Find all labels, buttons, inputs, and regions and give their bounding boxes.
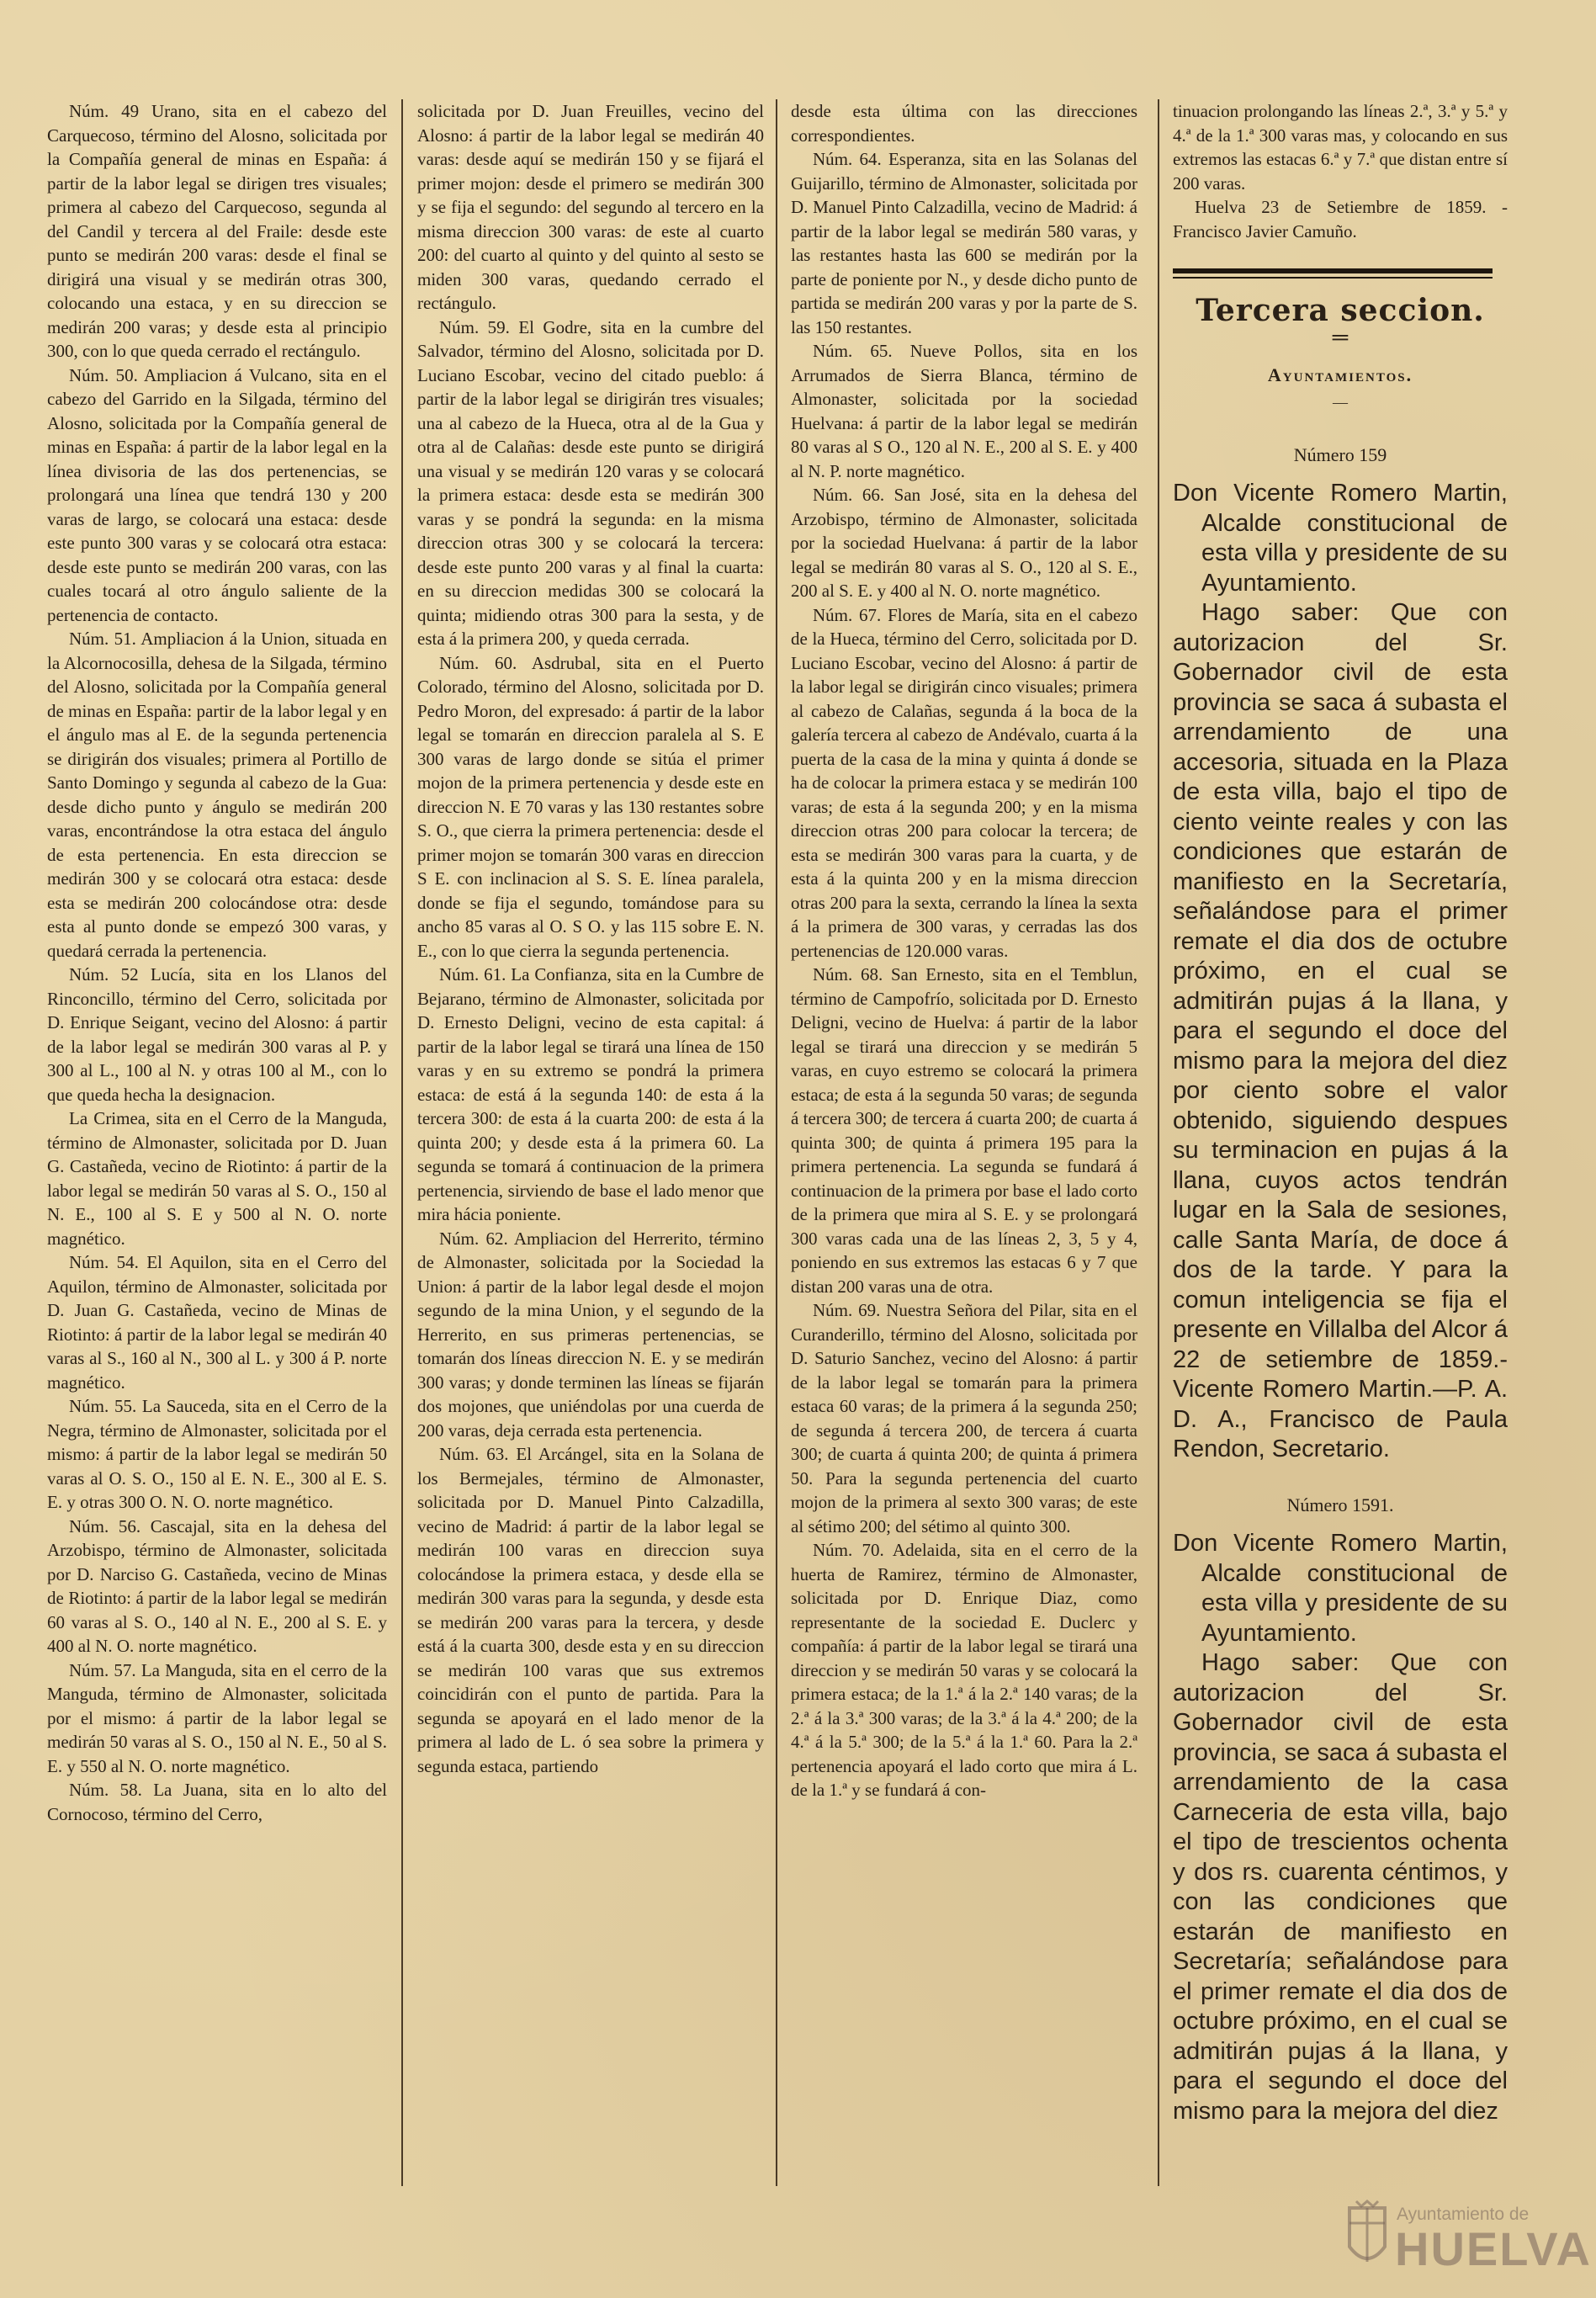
column-divider (1158, 99, 1159, 2186)
coat-of-arms-icon (1344, 2200, 1390, 2274)
paragraph: desde esta última con las direcciones correspondientes. (791, 101, 1137, 146)
column-divider (776, 99, 777, 2186)
paragraph: Núm. 65. Nueve Pollos, sita en los Arrumados de Sierra Blanca, término de Almonaster, solicitada por la sociedad Huelvana: á partir de la labor legal se medirán 80 varas al S O., 120 al N. E., 200 al S. E. y 400 al N. P. norte magnético. (791, 341, 1137, 481)
paragraph: Núm. 50. Ampliacion á Vulcano, sita en el cabezo del Garrido en la Silgada, término del Alosno, solicitada por la Compañía general de minas en España: á partir de la labor legal en la línea divisoria de las dos pertenencias, se prolongará una línea que tendrá 130 y 200 varas de largo, se colocará una estaca: desde este punto 300 varas y se colocará otra estaca: desde este punto se medirán 200 varas, con las cuales tocará al otro ángulo saliente de la pertenencia de contacto. (47, 364, 387, 625)
paragraph: Núm. 49 Urano, sita en el cabezo del Carquecoso, término del Alosno, solicitada por la Compañía general de minas en España: á partir de la labor legal se dirigen tres visuales; primera al cabezo del Carquecoso, segunda al del Candil y tercera al del Fraile: desde este punto se medirán 200 varas: desde el final se dirigirá una visual y se medirán otras 300, colocando una estaca, y en su direccion se medirán 200 varas; y desde esta al principio 300, con lo que queda cerrado el rectángulo. (47, 101, 387, 361)
paragraph: Núm. 57. La Manguda, sita en el cerro de la Manguda, término de Almonaster, solicitada por el mismo: á partir de la labor legal se medirán 50 varas al S. O., 150 al N. E., 50 al S. E. y 550 al N. O. norte magnético. (47, 1659, 387, 1776)
paragraph: Núm. 55. La Sauceda, sita en el Cerro de la Negra, término de Almonaster, solicitada por el mismo: á partir de la labor legal se medirán 50 varas al O. S. O., 150 al E. N. E., 300 al E. S. E. y otras 300 O. N. O. norte magnético. (47, 1396, 387, 1512)
dash-ornament-icon: — (1333, 394, 1348, 411)
column-2 (417, 99, 764, 1778)
section-rule-thick (1173, 268, 1493, 273)
signature: Huelva 23 de Setiembre de 1859. -Francisco Javier Camuño. (1173, 197, 1508, 241)
notice-heading: Don Vicente Romero Martin, Alcalde constitucional de esta villa y presidente de su Ayuntamiento. (1173, 480, 1508, 597)
paragraph: Núm. 59. El Godre, sita en la cumbre del Salvador, término del Alosno, solicitada por D. Luciano Escobar, vecino del citado pueblo: á partir de la labor legal se dirigirán tres visuales; una al cabezo de la Hueca, otra al de la Gua y otra al de Calañas: desde este punto se dirigirá una visual y se medirán 120 varas y se colocará la primera estaca: desde esta se medirán 300 varas y se pondrá la segunda: en la misma direccion otras 300 y se colocará la tercera: desde este punto 200 varas y al final la cuarta: en su direccion medidas 300 se colocará la quinta; midiendo otras 300 para la sesta, y de esta á la primera 200, y queda cerrada. (417, 316, 764, 649)
notice-heading: Don Vicente Romero Martin, Alcalde constitucional de esta villa y presidente de su Ayuntamiento. (1173, 1530, 1508, 1647)
paragraph: Núm. 70. Adelaida, sita en el cerro de la huerta de Ramirez, término de Almonaster, solicitada por D. Enrique Diaz, como representante de la sociedad E. Duclerc y compañía: á partir de la labor legal se tirará una direccion y se medirán 50 varas y se colocará la primera estaca; de la 1.ª á la 2.ª 140 varas; de la 2.ª á la 3.ª 300 varas; de la 3.ª á la 4.ª 200; de la 4.ª á la 5.ª 300; de la 5.ª á la 1.ª 60. Para la 2.ª pertenencia apoyará el lado corto que mira á L. de la 1.ª y se fundará á con- (791, 1540, 1137, 1800)
watermark-line-1: Ayuntamiento de (1397, 2205, 1530, 2224)
paragraph: Núm. 52 Lucía, sita en los Llanos del Rinconcillo, término del Cerro, solicitada por D. Enrique Seigant, vecino del Alosno: á partir de la labor legal se medirán 300 varas al P. y 300 al L., 100 al N. y otras 100 al M., con lo que queda hecha la designacion. (47, 964, 387, 1105)
archive-watermark (1344, 2193, 1592, 2287)
paragraph: Núm. 66. San José, sita en la dehesa del Arzobispo, término de Almonaster, solicitada por la sociedad Huelvana: á partir de la labor legal se medirán 80 varas al S. O., 120 al S. E., 200 al S. E. y 400 al N. O. norte magnético. (791, 485, 1137, 601)
subsection-title: Ayuntamientos. (1267, 364, 1413, 385)
paragraph: La Crimea, sita en el Cerro de la Manguda, término de Almonaster, solicitada por D. Juan G. Castañeda, vecino de Riotinto: á partir de la labor legal se medirán 50 varas al S. O., 150 al N. E., 100 al S. E y 500 al N. O. norte magnético. (47, 1108, 387, 1249)
notice-number: Número 159 (1293, 443, 1387, 465)
notice-body: Hago saber: Que con autorizacion del Sr. Gobernador civil de esta provincia se saca á subasta el arrendamiento de una accesoria, situada en la Plaza de esta villa, bajo el tipo de ciento veinte reales y con las condiciones que estarán de manifiesto en la Secretaría, señalándose para el primer remate el dia dos de octubre próximo, en el cual se admitirán pujas á la llana, y para el segundo el doce del mismo para la mejora del diez por ciento sobre el valor obtenido, siguiendo despues su terminacion en pujas á la llana, cuyos actos tendrán lugar en la Sala de sesiones, calle Santa María, de doce á dos de la tarde. Y para la comun inteligencia se fija el presente en Villalba del Alcor á 22 de setiembre de 1859.-Vicente Romero Martin.—P. A. D. A., Francisco de Paula Rendon, Secretario. (1173, 599, 1508, 1462)
paragraph: Núm. 68. San Ernesto, sita en el Temblun, término de Campofrío, solicitada por D. Ernesto Deligni, vecino de Huelva: á partir de la labor legal se tirará una direccion y se medirán 5 varas, en cuyo estremo se colocará la primera estaca; de esta á la segunda 50 varas; de segunda á tercera 300; de tercera á cuarta 200; de cuarta á quinta 300; de quinta á primera 195 para la primera pertenencia. La segunda se fundará á continuacion de la primera por base el lado corto de la primera que mira al S. E. y se prolongará 300 varas cada una de las líneas 2, 3, 5 y 4, poniendo en sus extremos las estacas 6 y 7 que distan 200 varas una de otra. (791, 964, 1137, 1297)
paragraph: Núm. 61. La Confianza, sita en la Cumbre de Bejarano, término de Almonaster, solicitada por D. Ernesto Deligni, vecino de esta capital: á partir de la labor legal se tirará una línea de 150 varas y en su extremo se pondrá la primera estaca: de está á la segunda 140: de esta á la tercera 300: de esta á la cuarta 200: de esta á la quinta 200; y desde esta á la primera 60. La segunda se tomará á continuacion de la primera pertenencia, sirviendo de base el lado menor que mira hácia poniente. (417, 964, 764, 1224)
paragraph: Núm. 62. Ampliacion del Herrerito, término de Almonaster, solicitada por la Sociedad la Union: á partir de la labor legal desde el mojon segundo de la mina Union, y el segundo de la Herrerito, en sus primeras pertenencias, se tomarán dos líneas direccion N. E. y se medirán 300 varas; y donde terminen las líneas se fijarán dos mojones, que uniéndolas por una cuerda de 200 varas, deja cerrada esta pertenencia. (417, 1228, 764, 1441)
column-3 (791, 99, 1137, 1802)
notice-body: Hago saber: Que con autorizacion del Sr. Gobernador civil de esta provincia, se saca á subasta el arrendamiento de la casa Carneceria de esta villa, bajo el tipo de trescientos ochenta y dos rs. cuarenta céntimos, y con las condiciones que estarán de manifiesto en Secretaría; señalándose para el primer remate el dia dos de octubre próximo, en el cual se admitirán pujas á la llana, y para el segundo el doce del mismo para la mejora del diez (1173, 1649, 1508, 2125)
paragraph: Núm. 54. El Aquilon, sita en el Cerro del Aquilon, término de Almonaster, solicitada por D. Juan G. Castañeda, vecino de Minas de Riotinto: á partir de la labor legal se medirán 40 varas al S., 160 al N., 300 al L. y 300 á P. norte magnético. (47, 1252, 387, 1393)
paragraph: Núm. 67. Flores de María, sita en el cabezo de la Hueca, término del Cerro, solicitada por D. Luciano Escobar, vecino del Alosno: á partir de la labor legal se dirigirán cinco visuales; primera al cabezo de Calañas, segunda á la boca de la galería tercera al cabezo de Andévalo, cuarta á la puerta de la casa de la mina y quinta á donde se ha de colocar la primera estaca y se medirán 100 varas; de esta á la segunda 200; y en la misma direccion otras 200 para colocar la tercera; de esta se medirán 300 varas para la cuarta, y de esta á la quinta 200 y en la misma direccion otras 200 para la sexta, cerrando la línea la sexta á la primera de 300 varas, y cerradas las dos pertenencias de 120.000 varas. (791, 604, 1137, 961)
paragraph: Núm. 60. Asdrubal, sita en el Puerto Colorado, término del Alosno, solicitada por D. Pedro Moron, del expresado: á partir de la labor legal se tomarán en direccion paralela al S. E 300 varas de largo donde se sitúa el primer mojon de la primera pertenencia y desde este en direccion N. E 70 varas y las 130 restantes sobre S. O., que cierra la primera pertenencia: desde el primer mojon se tomarán 300 varas en direccion S E. con inclinacion al S. S. E. línea paralela, donde se fija el segundo, tomándose para su ancho 85 varas al O. S O. y las 115 sobre E. N. E., con lo que cierra la segunda pertenencia. (417, 652, 764, 961)
paragraph: Núm. 58. La Juana, sita en lo alto del Cornocoso, término del Cerro, (47, 1780, 387, 1824)
section-title: Tercera seccion. (1196, 293, 1485, 328)
column-4 (1173, 99, 1508, 2126)
paragraph: tinuacion prolongando las líneas 2.ª, 3.ª y 5.ª y 4.ª de la 1.ª 300 varas mas, y colocando en sus extremos las estacas 6.ª y 7.ª que distan entre sí 200 varas. (1173, 101, 1508, 194)
column-1 (47, 99, 387, 1826)
paragraph: Núm. 56. Cascajal, sita en la dehesa del Arzobispo, término de Almonaster, solicitada por D. Narciso G. Castañeda, vecino de Minas de Riotinto: á partir de la labor legal se medirán 60 varas al S. O., 140 al N. E., 200 al S. E. y 400 al N. O. norte magnético. (47, 1515, 387, 1656)
column-divider (401, 99, 403, 2186)
notice-number: Número 1591. (1286, 1494, 1394, 1515)
double-dash-ornament-icon: ═ (1332, 324, 1349, 349)
section-rule-thin (1173, 277, 1493, 279)
notice-1 (1173, 479, 1508, 1465)
paragraph: solicitada por D. Juan Freuilles, vecino del Alosno: á partir de la labor legal se medirán 40 varas: desde aquí se medirán 150 y se fijará el primer mojon: desde el primero se medirán 300 y se fija el segundo: del segundo al tercero en la misma direccion 300 varas: de este al cuarto 200: del cuarto al quinto y del quinto al sesto se miden 300 varas, quedando cerrado el rectángulo. (417, 101, 764, 313)
paragraph: Núm. 51. Ampliacion á la Union, situada en la Alcornocosilla, dehesa de la Silgada, término del Alosno, solicitada por la Compañía general de minas en España: partir de la labor legal y en el ángulo mas al E. de la segunda pertenencia se dirigirán dos visuales; primera al Portillo de Santo Domingo y segunda al cabezo de la Gua: desde dicho punto y ángulo se medirán 200 varas, encontrándose la otra estaca del ángulo de esta pertenencia. En esta direccion se medirán 300 y se colocará otra estaca: desde esta se medirán 200 colocándose otra: desde esta al punto donde se empezó 300 varas, y quedará cerrada la pertenencia. (47, 629, 387, 961)
watermark-line-2: HUELVA (1395, 2222, 1592, 2275)
notice-2 (1173, 1529, 1508, 2126)
paragraph: Núm. 69. Nuestra Señora del Pilar, sita en el Curanderillo, término del Alosno, solicitada por D. Saturio Sanchez, vecino del Alosno: á partir de la labor legal se tomarán para la primera estaca 60 varas; de la primera á la segunda 250; de segunda á tercera 200, de tercera á cuarta 300; de cuarta á quinta 200; de quinta á primera 50. Para la segunda pertenencia del cuarto mojon de la primera al sexto 300 varas; de este al sétimo 200; del sétimo al quinto 300. (791, 1300, 1137, 1536)
paragraph: Núm. 63. El Arcángel, sita en la Solana de los Bermejales, término de Almonaster, solicitada por D. Manuel Pinto Calzadilla, vecino de Madrid: á partir de la labor legal se medirán 100 varas en direccion suya colocándose la primera estaca, y desde ella se medirán 300 varas para la segunda, y desde esta se medirán 200 varas para la tercera, y desde está á la cuarta 300, desde esta y en su direccion se medirán 100 varas que sus extremos coincidirán con el punto de partida. Para la segunda se apoyará en el lado menor de la primera al lado de L. ó sea sobre la primera y segunda estaca, partiendo (417, 1444, 764, 1776)
paragraph: Núm. 64. Esperanza, sita en las Solanas del Guijarillo, término de Almonaster, solicitada por D. Manuel Pinto Calzadilla, vecino de Madrid: á partir de la labor legal se medirán 580 varas, y las restantes hasta las 600 se medirán por la parte de poniente por N., y desde dicho punto de partida se medirán 200 varas y por la parte de S. las 150 restantes. (791, 149, 1137, 337)
